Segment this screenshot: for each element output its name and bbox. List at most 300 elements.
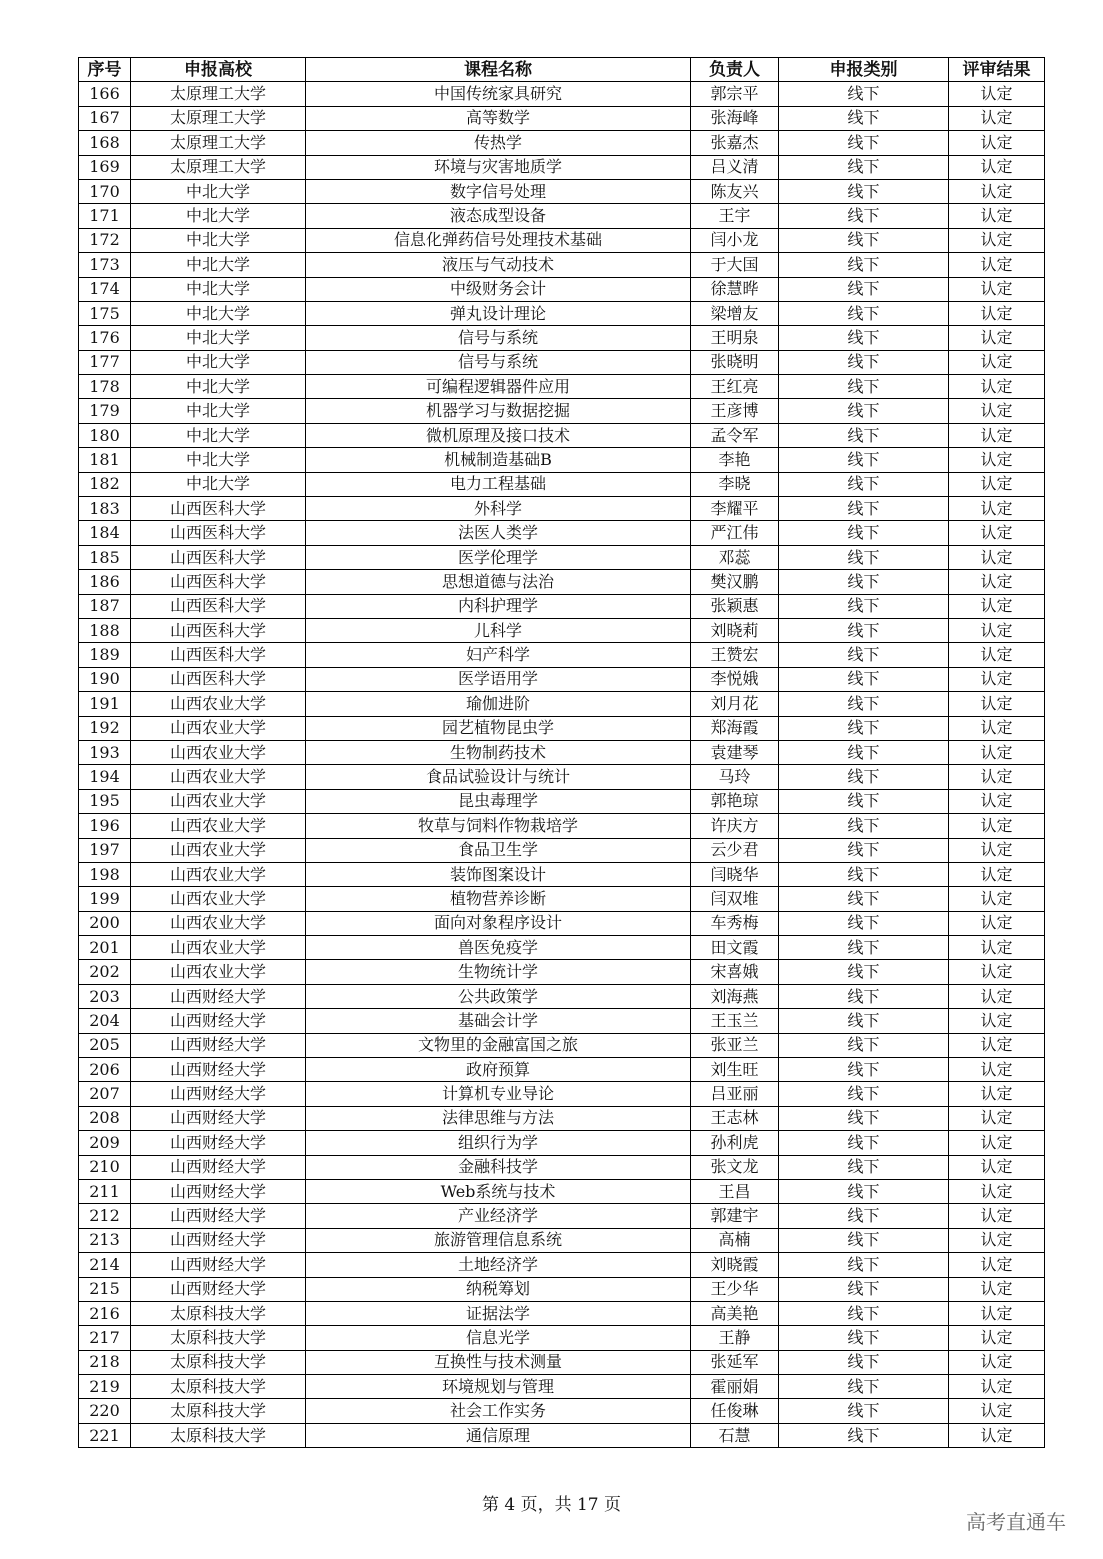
cell-result: 认定 [949,960,1045,984]
table-row [79,643,1045,667]
cell-result: 认定 [949,789,1045,813]
cell-lead: 刘晓莉 [691,618,779,642]
cell-course-name: 弹丸设计理论 [306,301,691,325]
cell-course-name: 机器学习与数据挖掘 [306,399,691,423]
cell-course-name: 土地经济学 [306,1253,691,1277]
cell-category: 线下 [779,1179,949,1203]
cell-row-number: 167 [79,106,131,130]
cell-row-number: 204 [79,1009,131,1033]
table-row [79,740,1045,764]
cell-row-number: 192 [79,716,131,740]
cell-result: 认定 [949,1155,1045,1179]
cell-lead: 于大国 [691,253,779,277]
cell-course-name: 中级财务会计 [306,277,691,301]
cell-lead: 王红亮 [691,375,779,399]
cell-course-name: 电力工程基础 [306,472,691,496]
cell-lead: 梁增友 [691,301,779,325]
table-row [79,1179,1045,1203]
cell-school: 中北大学 [131,423,306,447]
cell-lead: 刘晓霞 [691,1253,779,1277]
cell-school: 太原理工大学 [131,106,306,130]
table-row [79,179,1045,203]
cell-school: 太原理工大学 [131,131,306,155]
cell-result: 认定 [949,448,1045,472]
cell-course-name: 昆虫毒理学 [306,789,691,813]
cell-course-name: 儿科学 [306,618,691,642]
cell-lead: 王静 [691,1326,779,1350]
cell-category: 线下 [779,423,949,447]
table-header-row [79,58,1045,82]
cell-course-name: 瑜伽进阶 [306,692,691,716]
cell-course-name: 机械制造基础B [306,448,691,472]
cell-row-number: 181 [79,448,131,472]
cell-school: 山西财经大学 [131,1228,306,1252]
cell-result: 认定 [949,326,1045,350]
table-row [79,1350,1045,1374]
cell-row-number: 169 [79,155,131,179]
cell-lead: 李艳 [691,448,779,472]
cell-lead: 刘生旺 [691,1058,779,1082]
cell-category: 线下 [779,1009,949,1033]
cell-row-number: 196 [79,814,131,838]
cell-school: 山西农业大学 [131,789,306,813]
cell-lead: 王赞宏 [691,643,779,667]
cell-lead: 郭艳琼 [691,789,779,813]
cell-course-name: 法律思维与方法 [306,1106,691,1130]
cell-result: 认定 [949,399,1045,423]
cell-school: 山西农业大学 [131,911,306,935]
cell-result: 认定 [949,1131,1045,1155]
cell-course-name: 兽医免疫学 [306,936,691,960]
cell-school: 山西财经大学 [131,1082,306,1106]
cell-school: 山西财经大学 [131,1277,306,1301]
cell-lead: 樊汉鹏 [691,570,779,594]
cell-course-name: 内科护理学 [306,594,691,618]
cell-lead: 霍丽娟 [691,1375,779,1399]
cell-category: 线下 [779,1058,949,1082]
cell-row-number: 185 [79,545,131,569]
cell-result: 认定 [949,277,1045,301]
cell-lead: 严江伟 [691,521,779,545]
cell-course-name: 液压与气动技术 [306,253,691,277]
cell-result: 认定 [949,570,1045,594]
cell-school: 中北大学 [131,253,306,277]
table-row [79,1301,1045,1325]
cell-row-number: 221 [79,1423,131,1447]
cell-lead: 闫小龙 [691,228,779,252]
cell-category: 线下 [779,1082,949,1106]
cell-course-name: 通信原理 [306,1423,691,1447]
cell-lead: 袁建琴 [691,740,779,764]
cell-category: 线下 [779,204,949,228]
cell-row-number: 201 [79,936,131,960]
cell-school: 山西农业大学 [131,765,306,789]
cell-course-name: 微机原理及接口技术 [306,423,691,447]
table-row [79,350,1045,374]
cell-category: 线下 [779,497,949,521]
cell-result: 认定 [949,350,1045,374]
cell-row-number: 198 [79,862,131,886]
cell-result: 认定 [949,301,1045,325]
cell-category: 线下 [779,1301,949,1325]
cell-row-number: 175 [79,301,131,325]
table-row [79,131,1045,155]
cell-result: 认定 [949,1058,1045,1082]
cell-course-name: 公共政策学 [306,984,691,1008]
table-row [79,1009,1045,1033]
cell-result: 认定 [949,497,1045,521]
cell-school: 山西医科大学 [131,618,306,642]
table-row [79,618,1045,642]
cell-course-name: 园艺植物昆虫学 [306,716,691,740]
cell-school: 山西财经大学 [131,1155,306,1179]
cell-category: 线下 [779,179,949,203]
cell-school: 太原理工大学 [131,155,306,179]
cell-course-name: 基础会计学 [306,1009,691,1033]
table-row [79,862,1045,886]
column-header-category: 申报类别 [779,58,949,82]
cell-row-number: 176 [79,326,131,350]
table-row [79,1228,1045,1252]
table-row [79,326,1045,350]
cell-school: 山西农业大学 [131,740,306,764]
cell-category: 线下 [779,1277,949,1301]
cell-lead: 王志林 [691,1106,779,1130]
cell-school: 中北大学 [131,301,306,325]
cell-result: 认定 [949,82,1045,106]
cell-row-number: 205 [79,1033,131,1057]
cell-lead: 王宇 [691,204,779,228]
column-header-lead: 负责人 [691,58,779,82]
cell-school: 山西医科大学 [131,594,306,618]
table-row [79,106,1045,130]
cell-category: 线下 [779,155,949,179]
cell-row-number: 171 [79,204,131,228]
column-header-result: 评审结果 [949,58,1045,82]
cell-result: 认定 [949,423,1045,447]
cell-lead: 郭宗平 [691,82,779,106]
cell-row-number: 189 [79,643,131,667]
table-row [79,960,1045,984]
cell-category: 线下 [779,448,949,472]
cell-course-name: 互换性与技术测量 [306,1350,691,1374]
cell-lead: 陈友兴 [691,179,779,203]
table-row [79,570,1045,594]
table-row [79,1399,1045,1423]
cell-school: 山西农业大学 [131,838,306,862]
cell-course-name: 面向对象程序设计 [306,911,691,935]
cell-course-name: 生物制药技术 [306,740,691,764]
cell-course-name: 牧草与饲料作物栽培学 [306,814,691,838]
cell-category: 线下 [779,960,949,984]
cell-lead: 李晓 [691,472,779,496]
cell-category: 线下 [779,1033,949,1057]
cell-course-name: 政府预算 [306,1058,691,1082]
cell-result: 认定 [949,911,1045,935]
cell-row-number: 180 [79,423,131,447]
table-row [79,82,1045,106]
cell-school: 山西农业大学 [131,814,306,838]
cell-course-name: 产业经济学 [306,1204,691,1228]
cell-category: 线下 [779,643,949,667]
cell-row-number: 199 [79,887,131,911]
cell-course-name: 中国传统家具研究 [306,82,691,106]
table-row [79,887,1045,911]
course-table [78,57,1045,1448]
cell-category: 线下 [779,375,949,399]
cell-category: 线下 [779,984,949,1008]
cell-course-name: 装饰图案设计 [306,862,691,886]
cell-school: 山西财经大学 [131,1106,306,1130]
cell-category: 线下 [779,1350,949,1374]
cell-result: 认定 [949,1423,1045,1447]
cell-category: 线下 [779,838,949,862]
cell-row-number: 190 [79,667,131,691]
cell-row-number: 191 [79,692,131,716]
cell-school: 山西财经大学 [131,1033,306,1057]
cell-lead: 闫晓华 [691,862,779,886]
cell-category: 线下 [779,814,949,838]
cell-category: 线下 [779,82,949,106]
cell-row-number: 187 [79,594,131,618]
cell-lead: 邓蕊 [691,545,779,569]
cell-school: 山西财经大学 [131,1058,306,1082]
cell-school: 山西农业大学 [131,936,306,960]
cell-school: 中北大学 [131,350,306,374]
cell-course-name: 证据法学 [306,1301,691,1325]
cell-school: 太原科技大学 [131,1375,306,1399]
cell-row-number: 174 [79,277,131,301]
cell-row-number: 210 [79,1155,131,1179]
cell-course-name: 食品卫生学 [306,838,691,862]
cell-row-number: 211 [79,1179,131,1203]
cell-lead: 王彦博 [691,399,779,423]
cell-result: 认定 [949,740,1045,764]
cell-school: 中北大学 [131,326,306,350]
cell-school: 中北大学 [131,204,306,228]
cell-course-name: 医学语用学 [306,667,691,691]
cell-lead: 张延军 [691,1350,779,1374]
cell-lead: 徐慧晔 [691,277,779,301]
cell-result: 认定 [949,204,1045,228]
table-row [79,692,1045,716]
cell-school: 山西财经大学 [131,1253,306,1277]
column-header-school: 申报高校 [131,58,306,82]
table-row [79,984,1045,1008]
cell-result: 认定 [949,375,1045,399]
table-row [79,594,1045,618]
cell-course-name: 医学伦理学 [306,545,691,569]
cell-result: 认定 [949,594,1045,618]
cell-result: 认定 [949,1326,1045,1350]
cell-course-name: 液态成型设备 [306,204,691,228]
cell-category: 线下 [779,131,949,155]
cell-lead: 刘月花 [691,692,779,716]
cell-category: 线下 [779,1423,949,1447]
cell-result: 认定 [949,765,1045,789]
cell-lead: 张文龙 [691,1155,779,1179]
cell-lead: 闫双堆 [691,887,779,911]
table-row [79,1106,1045,1130]
cell-course-name: 思想道德与法治 [306,570,691,594]
table-row [79,667,1045,691]
cell-category: 线下 [779,618,949,642]
cell-course-name: 外科学 [306,497,691,521]
cell-lead: 宋喜娥 [691,960,779,984]
cell-school: 山西农业大学 [131,960,306,984]
table-row [79,155,1045,179]
cell-category: 线下 [779,692,949,716]
table-row [79,1082,1045,1106]
cell-result: 认定 [949,253,1045,277]
cell-lead: 孙利虎 [691,1131,779,1155]
cell-course-name: 文物里的金融富国之旅 [306,1033,691,1057]
cell-course-name: 纳税筹划 [306,1277,691,1301]
cell-row-number: 202 [79,960,131,984]
cell-course-name: 信息化弹药信号处理技术基础 [306,228,691,252]
cell-lead: 孟令军 [691,423,779,447]
cell-row-number: 173 [79,253,131,277]
cell-row-number: 213 [79,1228,131,1252]
cell-row-number: 214 [79,1253,131,1277]
cell-course-name: 金融科技学 [306,1155,691,1179]
cell-row-number: 182 [79,472,131,496]
cell-row-number: 186 [79,570,131,594]
cell-category: 线下 [779,1131,949,1155]
cell-result: 认定 [949,1375,1045,1399]
cell-result: 认定 [949,1082,1045,1106]
page-number: 第 4 页，共 17 页 [481,1495,622,1515]
cell-school: 山西医科大学 [131,570,306,594]
cell-category: 线下 [779,887,949,911]
cell-course-name: 社会工作实务 [306,1399,691,1423]
table-row [79,204,1045,228]
cell-result: 认定 [949,1301,1045,1325]
cell-category: 线下 [779,228,949,252]
cell-category: 线下 [779,1399,949,1423]
cell-course-name: 传热学 [306,131,691,155]
cell-school: 中北大学 [131,228,306,252]
cell-course-name: 信号与系统 [306,326,691,350]
table-row [79,228,1045,252]
cell-result: 认定 [949,521,1045,545]
cell-result: 认定 [949,1350,1045,1374]
cell-school: 太原科技大学 [131,1350,306,1374]
cell-lead: 张晓明 [691,350,779,374]
cell-lead: 许庆方 [691,814,779,838]
table-row [79,1423,1045,1447]
cell-school: 太原科技大学 [131,1399,306,1423]
cell-result: 认定 [949,1399,1045,1423]
cell-result: 认定 [949,887,1045,911]
cell-course-name: 组织行为学 [306,1131,691,1155]
cell-category: 线下 [779,545,949,569]
table-row [79,423,1045,447]
cell-course-name: Web系统与技术 [306,1179,691,1203]
table-row [79,399,1045,423]
cell-school: 山西农业大学 [131,887,306,911]
cell-lead: 王明泉 [691,326,779,350]
cell-lead: 张嘉杰 [691,131,779,155]
cell-category: 线下 [779,1204,949,1228]
cell-school: 中北大学 [131,448,306,472]
table-row [79,253,1045,277]
table-row [79,1033,1045,1057]
cell-category: 线下 [779,277,949,301]
cell-lead: 王玉兰 [691,1009,779,1033]
cell-lead: 任俊琳 [691,1399,779,1423]
cell-lead: 刘海燕 [691,984,779,1008]
cell-school: 中北大学 [131,399,306,423]
cell-result: 认定 [949,936,1045,960]
table-row [79,521,1045,545]
cell-result: 认定 [949,618,1045,642]
cell-lead: 张亚兰 [691,1033,779,1057]
cell-lead: 张颖惠 [691,594,779,618]
cell-course-name: 生物统计学 [306,960,691,984]
cell-lead: 车秀梅 [691,911,779,935]
cell-result: 认定 [949,1277,1045,1301]
cell-school: 山西医科大学 [131,521,306,545]
cell-result: 认定 [949,1204,1045,1228]
cell-row-number: 168 [79,131,131,155]
table-row [79,1277,1045,1301]
cell-school: 山西医科大学 [131,643,306,667]
cell-result: 认定 [949,155,1045,179]
cell-result: 认定 [949,1253,1045,1277]
cell-course-name: 高等数学 [306,106,691,130]
cell-row-number: 212 [79,1204,131,1228]
cell-category: 线下 [779,740,949,764]
cell-result: 认定 [949,667,1045,691]
cell-school: 太原科技大学 [131,1301,306,1325]
table-row [79,301,1045,325]
cell-category: 线下 [779,1155,949,1179]
cell-result: 认定 [949,814,1045,838]
cell-category: 线下 [779,594,949,618]
cell-lead: 马玲 [691,765,779,789]
cell-school: 山西医科大学 [131,497,306,521]
cell-row-number: 209 [79,1131,131,1155]
cell-result: 认定 [949,545,1045,569]
cell-course-name: 信息光学 [306,1326,691,1350]
cell-result: 认定 [949,984,1045,1008]
table-row [79,497,1045,521]
cell-school: 山西财经大学 [131,1179,306,1203]
cell-school: 山西医科大学 [131,545,306,569]
cell-row-number: 172 [79,228,131,252]
cell-category: 线下 [779,936,949,960]
cell-school: 山西财经大学 [131,1204,306,1228]
cell-category: 线下 [779,1106,949,1130]
cell-row-number: 179 [79,399,131,423]
cell-course-name: 计算机专业导论 [306,1082,691,1106]
cell-category: 线下 [779,350,949,374]
table-row [79,1155,1045,1179]
cell-school: 山西财经大学 [131,984,306,1008]
table-row [79,1375,1045,1399]
cell-school: 中北大学 [131,277,306,301]
cell-course-name: 数字信号处理 [306,179,691,203]
cell-lead: 吕亚丽 [691,1082,779,1106]
cell-row-number: 197 [79,838,131,862]
table-row [79,277,1045,301]
cell-row-number: 178 [79,375,131,399]
table-row [79,936,1045,960]
cell-category: 线下 [779,472,949,496]
cell-row-number: 208 [79,1106,131,1130]
cell-lead: 吕义清 [691,155,779,179]
